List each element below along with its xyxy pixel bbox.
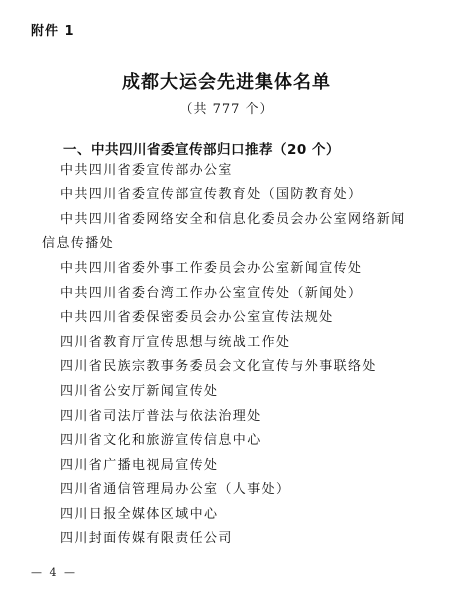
list-item: 四川省民族宗教事务委员会文化宣传与外事联络处 [60,359,377,374]
list-item: 四川省教育厅宣传思想与统战工作处 [60,335,291,350]
document-title: 成都大运会先进集体名单 [122,72,331,93]
document-subtitle: （共 777 个） [179,102,274,117]
list-item-continuation: 信息传播处 [42,236,115,251]
list-item: 中共四川省委网络安全和信息化委员会办公室网络新闻 [60,212,406,227]
page-number: — 4 — [31,566,77,579]
list-item: 中共四川省委外事工作委员会办公室新闻宣传处 [60,261,363,276]
list-item: 中共四川省委保密委员会办公室宣传法规处 [60,310,334,325]
attachment-label: 附件 1 [31,24,75,39]
list-item: 四川省通信管理局办公室（人事处） [60,482,291,497]
list-item: 四川省广播电视局宣传处 [60,458,219,473]
section-heading: 一、中共四川省委宣传部归口推荐（20 个） [63,142,340,158]
list-item: 四川省公安厅新闻宣传处 [60,384,219,399]
list-item: 中共四川省委宣传部办公室 [60,163,233,178]
list-item: 中共四川省委台湾工作办公室宣传处（新闻处） [60,286,363,301]
list-item: 四川封面传媒有限责任公司 [60,531,233,546]
list-item: 四川省文化和旅游宣传信息中心 [60,433,262,448]
list-item: 四川日报全媒体区域中心 [60,507,219,522]
list-item: 四川省司法厅普法与依法治理处 [60,409,262,424]
list-item: 中共四川省委宣传部宣传教育处（国防教育处） [60,187,363,202]
